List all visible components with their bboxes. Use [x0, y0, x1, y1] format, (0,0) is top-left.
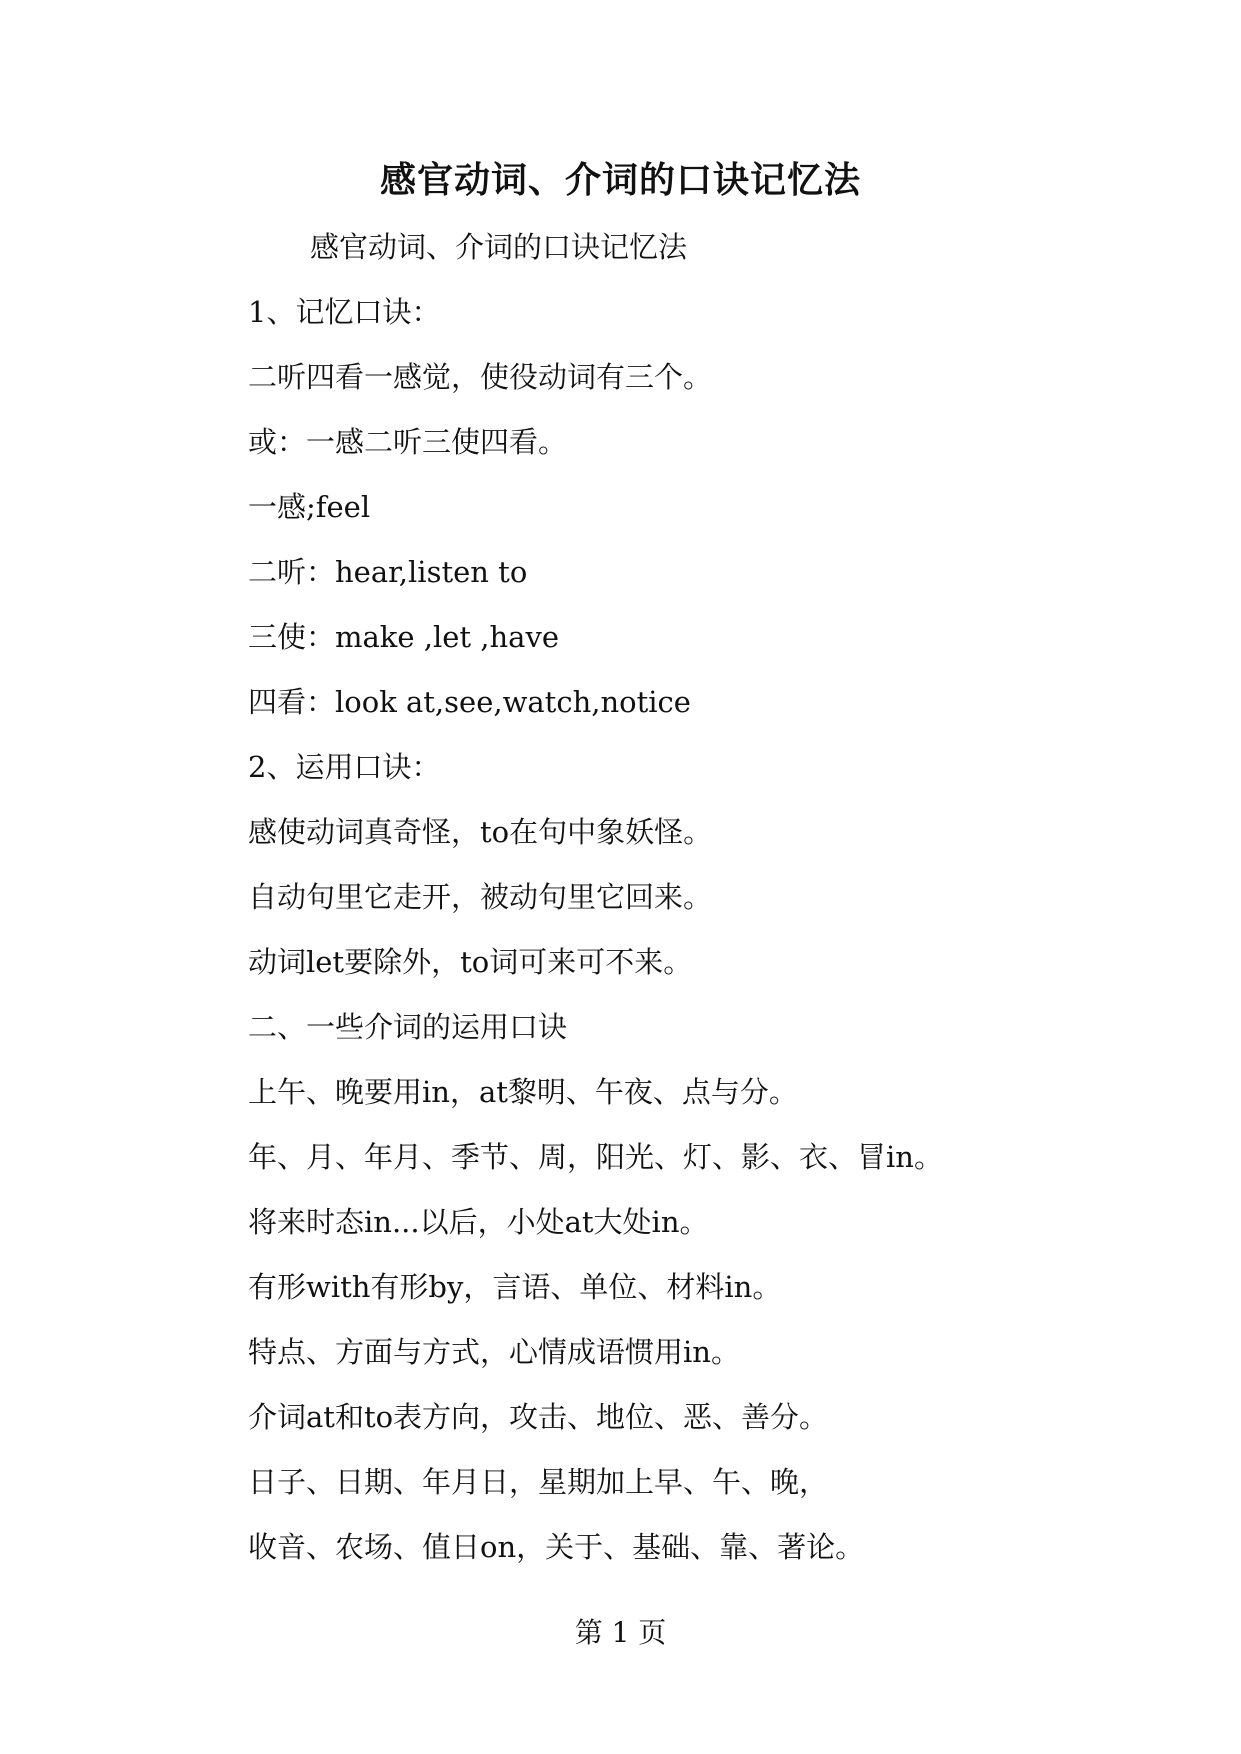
text-line: 有形with有形by，言语、单位、材料in。 — [248, 1270, 782, 1304]
text-line: 年、月、年月、季节、周，阳光、灯、影、衣、冒in。 — [248, 1140, 943, 1174]
document-subtitle: 感官动词、介词的口诀记忆法 — [310, 230, 688, 264]
text-line: 收音、农场、值日on，关于、基础、靠、著论。 — [248, 1530, 865, 1564]
text-line: 二听四看一感觉，使役动词有三个。 — [248, 360, 713, 394]
text-line: 特点、方面与方式，心情成语惯用in。 — [248, 1335, 740, 1369]
text-line: 或：一感二听三使四看。 — [248, 425, 568, 459]
page-number: 第 1 页 — [574, 1616, 667, 1649]
text-line: 1、记忆口诀： — [248, 295, 441, 329]
text-line: 自动句里它走开，被动句里它回来。 — [248, 880, 713, 914]
text-line: 三使：make ,let ,have — [248, 620, 559, 654]
text-line: 上午、晚要用in，at黎明、午夜、点与分。 — [248, 1075, 798, 1109]
text-line: 二听：hear,listen to — [248, 555, 528, 589]
text-line: 将来时态in...以后，小处at大处in。 — [248, 1205, 709, 1239]
text-line: 介词at和to表方向，攻击、地位、恶、善分。 — [248, 1400, 829, 1434]
text-line: 一感;feel — [248, 490, 371, 524]
text-line: 四看：look at,see,watch,notice — [248, 685, 691, 719]
text-line: 日子、日期、年月日，星期加上早、午、晚， — [248, 1465, 829, 1499]
text-line: 动词let要除外，to词可来可不来。 — [248, 945, 693, 979]
text-line: 2、运用口诀： — [248, 750, 441, 784]
document-title: 感官动词、介词的口诀记忆法 — [379, 159, 861, 201]
text-line: 二、一些介词的运用口诀 — [248, 1010, 568, 1044]
text-line: 感使动词真奇怪，to在句中象妖怪。 — [248, 815, 713, 849]
body-text — [248, 294, 943, 1594]
